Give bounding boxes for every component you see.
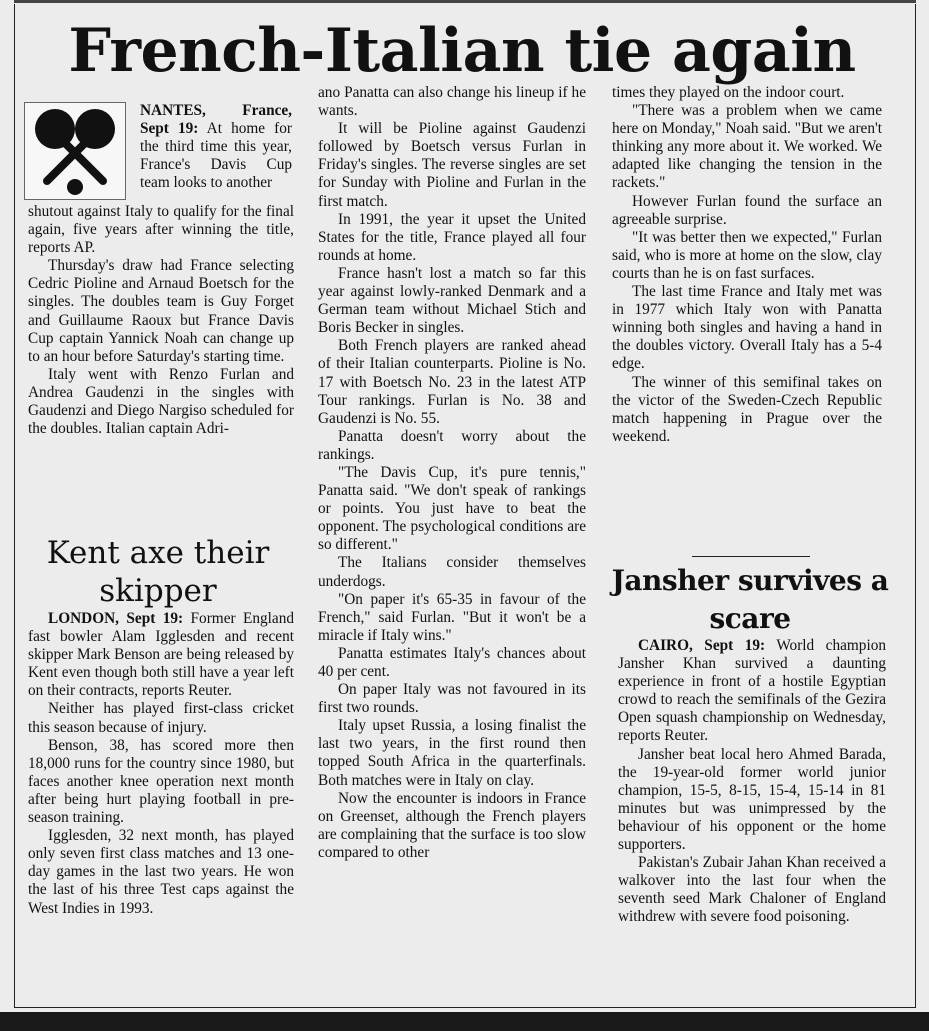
paragraph: Both French players are ranked ahead of their Italian counterparts. Pioline is No. 17 with Boetsch No. 23 in the latest ATP Tour rankings. Furlan is No. 38 and Gaudenzi is No. 55. — [318, 337, 586, 427]
paragraph: shutout against Italy to qualify for the final again, five years after winning the title, reports AP. — [28, 203, 294, 257]
paragraph: ano Panatta can also change his lineup if he wants. — [318, 84, 586, 120]
paragraph: The last time France and Italy met was in 1977 which Italy won with Panatta winning both singles and having a hand in the doubles victory. Overall Italy has a 5-4 edge. — [612, 283, 882, 373]
paragraph: It will be Pioline against Gaudenzi followed by Boetsch versus Furlan in Friday's singles. The reverse singles are set for Sunday with Pioline and Furlan in the first match. — [318, 120, 586, 210]
next-article-strip — [0, 1012, 929, 1031]
paragraph: "There was a problem when we came here on Monday," Noah said. "But we aren't thinking any more about it. We worked. We adapted like changing the tension in the rackets." — [612, 102, 882, 192]
paragraph: Italy upset Russia, a losing finalist the last two years, in the first round then topped South Africa in the quarterfinals. Both matches were in Italy on clay. — [318, 717, 586, 789]
paragraph: Jansher beat local hero Ahmed Barada, the 19-year-old former world junior champion, 15-5, 8-15, 15-4, 15-14 in 81 minutes but was unimpressed by the behaviour of his opponent or the home supporters. — [618, 745, 886, 854]
main-story-column-2 — [318, 84, 586, 862]
paragraph: However Furlan found the surface an agreeable surprise. — [612, 192, 882, 228]
paragraph: times they played on the indoor court. — [612, 84, 845, 101]
paragraph: Panatta doesn't worry about the rankings. — [318, 427, 586, 463]
main-story-column-3 — [612, 84, 882, 446]
main-story-column-1 — [28, 203, 294, 438]
paragraph: On paper Italy was not favoured in its first two rounds. — [318, 681, 586, 717]
paragraph: France hasn't lost a match so far this year against lowly-ranked Denmark and a German team without Michael Stich and Boris Becker in singles. — [318, 264, 586, 337]
paragraph: Panatta estimates Italy's chances about 40 per cent. — [318, 644, 586, 680]
paragraph: Neither has played first-class cricket this season because of injury. — [28, 700, 294, 736]
kent-story-column — [28, 610, 294, 918]
dateline: NANTES, France, Sept 19: — [140, 102, 292, 138]
top-border — [14, 0, 916, 3]
crossed-tennis-rackets-icon — [25, 103, 125, 199]
dateline: CAIRO, Sept 19: — [638, 637, 766, 654]
paragraph: In 1991, the year it upset the United States for the title, France played all four rounds at home. — [318, 210, 586, 264]
paragraph: Now the encounter is indoors in France on Greenset, although the French players are complaining that the surface is too slow compared to other — [318, 789, 586, 861]
paragraph: LONDON, Sept 19: Former England fast bowler Alam Igglesden and recent skipper Mark Benson are being released by Kent even though both still have a year left on their contracts, reports Reuter. — [28, 610, 294, 700]
main-story-column-1-top — [140, 102, 292, 192]
paragraph: "It was better then we expected," Furlan said, who is more at home on the slow, clay courts than he is on fast surfaces. — [612, 228, 882, 282]
paragraph: "On paper it's 65-35 in favour of the French," said Furlan. "But it won't be a miracle if Italy wins." — [318, 590, 586, 644]
paragraph: The Italians consider themselves underdogs. — [318, 554, 586, 590]
paragraph: The winner of this semifinal takes on the victor of the Sweden-Czech Republic match happening in Prague over the weekend. — [612, 373, 882, 445]
dateline: LONDON, Sept 19: — [48, 610, 184, 627]
jansher-story-headline: Jansher survives a scare — [611, 564, 889, 635]
story-divider — [692, 556, 810, 557]
tennis-logo — [24, 102, 126, 200]
paragraph: Italy went with Renzo Furlan and Andrea Gaudenzi in the singles with Gaudenzi and Diego Nargiso scheduled for the doubles. Italian captain Adri- — [28, 365, 294, 438]
jansher-story-column — [618, 637, 886, 927]
paragraph: Thursday's draw had France selecting Cedric Pioline and Arnaud Boetsch for the singles. The doubles team is Guy Forget and Guillaume Raoux but France Davis Cup captain Yannick Noah can change up to an hour before Saturday's starting time. — [28, 257, 294, 365]
paragraph: "The Davis Cup, it's pure tennis," Panatta said. "We don't speak of rankings or points. You just have to beat the opponent. The psychological conditions are so different." — [318, 463, 586, 554]
paragraph: Igglesden, 32 next month, has played only seven first class matches and 13 one-day games in the last two years. He won the last of his three Test caps against the West Indies in 1993. — [28, 827, 294, 917]
kent-story-headline: Kent axe their skipper — [46, 535, 270, 609]
page-headline: French-Italian tie again — [68, 16, 856, 86]
paragraph: Pakistan's Zubair Jahan Khan received a walkover into the last four when the seventh seed Mark Chaloner of England withdrew with severe food poisoning. — [618, 854, 886, 926]
paragraph: Benson, 38, has scored more then 18,000 runs for the country since 1980, but faces another knee operation next month after being hurt playing football in pre-season training. — [28, 736, 294, 827]
main-story-dateline-paragraph: NANTES, France, Sept 19: At home for the third time this year, France's Davis Cup team looks to another — [140, 102, 292, 192]
paragraph: CAIRO, Sept 19: World champion Jansher Khan survived a daunting experience in front of a hostile Egyptian crowd to reach the semifinals of the Gezira Open squash championship on Wednesday, reports Reuter. — [618, 637, 886, 745]
